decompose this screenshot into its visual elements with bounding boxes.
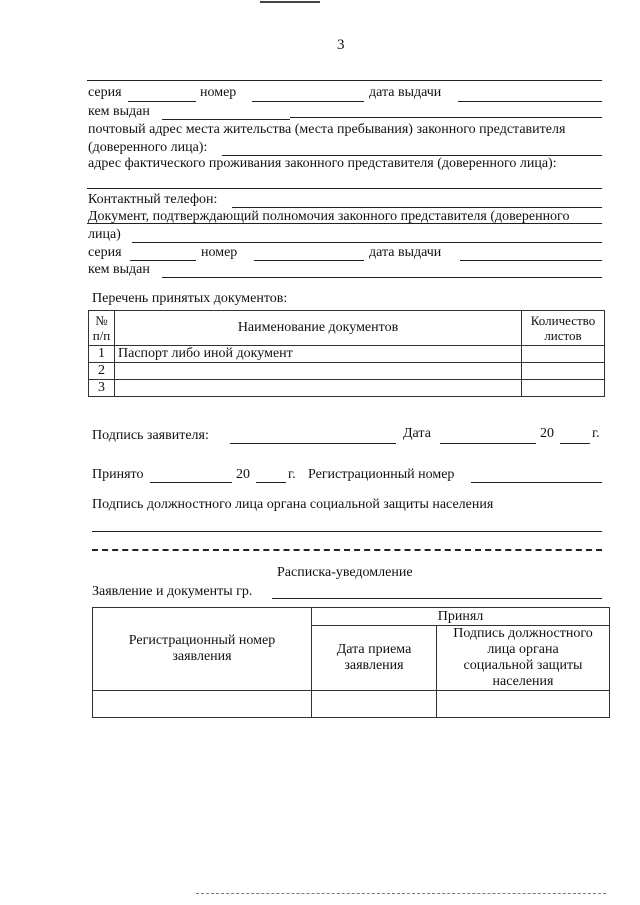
- auth-number-field[interactable]: [254, 260, 364, 261]
- row-num: 2: [89, 363, 115, 380]
- auth-issued-by-label: кем выдан: [88, 262, 150, 277]
- table-row: [89, 380, 605, 397]
- reg-number-cell[interactable]: [93, 691, 312, 718]
- postal-address-line2: (доверенного лица):: [88, 140, 208, 155]
- receipt-applicant-label: Заявление и документы гр.: [92, 584, 253, 599]
- receipt-title: Расписка-уведомление: [277, 565, 413, 580]
- col-sign-header: Подпись должностного лица органа социальной защиты населения: [437, 626, 610, 691]
- row-count[interactable]: [522, 380, 605, 397]
- row-name[interactable]: [115, 380, 522, 397]
- row-num: 3: [89, 380, 115, 397]
- docs-list-title: Перечень принятых документов:: [92, 291, 288, 306]
- reg-number-field[interactable]: [471, 482, 602, 483]
- date-field[interactable]: [440, 443, 536, 444]
- top-line: [87, 80, 602, 81]
- official-signature-field[interactable]: [92, 531, 602, 532]
- actual-address: адрес фактического проживания законного представителя (доверенного лица):: [88, 156, 557, 171]
- official-signature-label: Подпись должностного лица органа социальной защиты населения: [92, 497, 494, 512]
- row-num: 1: [89, 346, 115, 363]
- col-count-header: Количество листов: [522, 311, 605, 346]
- auth-issued-by-field[interactable]: [162, 277, 602, 278]
- accepted-year-field[interactable]: [256, 482, 286, 483]
- actual-address-field[interactable]: [87, 188, 602, 189]
- rep-issue-date-field[interactable]: [458, 101, 602, 102]
- col-accepted-header: Принял: [312, 608, 610, 626]
- scan-artifact-bottom: [196, 893, 606, 894]
- rep-series-field[interactable]: [128, 101, 196, 102]
- docs-table-header: [89, 311, 605, 346]
- postal-address-line1: почтовый адрес места жительства (места пребывания) законного представителя: [88, 122, 566, 137]
- col-num-header: № п/п: [89, 311, 115, 346]
- col-reg-header: Регистрационный номер заявления: [93, 608, 312, 691]
- accepted-date-field[interactable]: [150, 482, 232, 483]
- auth-number-label: номер: [201, 245, 238, 260]
- page-number: 3: [337, 37, 345, 53]
- authority-doc-line1: Документ, подтверждающий полномочия законного представителя (доверенного: [88, 209, 570, 224]
- col-name-header: Наименование документов: [115, 311, 522, 346]
- authority-doc-underline: [87, 223, 602, 224]
- auth-series-label: серия: [88, 245, 122, 260]
- receipt-applicant-field[interactable]: [272, 598, 602, 599]
- table-row: [89, 363, 605, 380]
- contact-phone-label: Контактный телефон:: [88, 192, 218, 207]
- accepted-label: Принято: [92, 467, 144, 482]
- table-row: [93, 691, 610, 718]
- auth-issue-date-field[interactable]: [460, 260, 602, 261]
- date-cell[interactable]: [312, 691, 437, 718]
- rep-number-label: номер: [200, 85, 237, 100]
- auth-issue-date-label: дата выдачи: [369, 245, 442, 260]
- rep-issued-by-label: кем выдан: [88, 104, 150, 119]
- col-date-header: Дата приема заявления: [312, 626, 437, 691]
- rep-series-label: серия: [88, 85, 122, 100]
- cut-line: [92, 549, 602, 551]
- reg-number-label: Регистрационный номер: [308, 467, 455, 482]
- date-year-prefix: 20: [540, 426, 554, 441]
- row-name[interactable]: [115, 363, 522, 380]
- sign-cell[interactable]: [437, 691, 610, 718]
- rep-issued-by-field[interactable]: [162, 119, 290, 120]
- accepted-year-suffix: г.: [288, 467, 296, 482]
- accepted-year-prefix: 20: [236, 467, 250, 482]
- docs-table: [88, 310, 605, 397]
- applicant-signature-field[interactable]: [230, 443, 396, 444]
- date-year-suffix: г.: [592, 426, 600, 441]
- authority-doc-field[interactable]: [132, 242, 602, 243]
- rep-issue-date-label: дата выдачи: [369, 85, 442, 100]
- auth-series-field[interactable]: [130, 260, 196, 261]
- receipt-table: [92, 607, 610, 718]
- authority-doc-line2: лица): [88, 227, 121, 242]
- row-count[interactable]: [522, 346, 605, 363]
- row-count[interactable]: [522, 363, 605, 380]
- rep-issued-by-field-2[interactable]: [290, 117, 602, 118]
- table-row: [89, 346, 605, 363]
- applicant-signature-label: Подпись заявителя:: [92, 428, 209, 443]
- contact-phone-field[interactable]: [232, 207, 602, 208]
- row-name[interactable]: Паспорт либо иной документ: [115, 346, 522, 363]
- rep-number-field[interactable]: [252, 101, 364, 102]
- date-year-field[interactable]: [560, 443, 590, 444]
- date-label: Дата: [403, 426, 431, 441]
- scan-artifact-top: [260, 1, 320, 3]
